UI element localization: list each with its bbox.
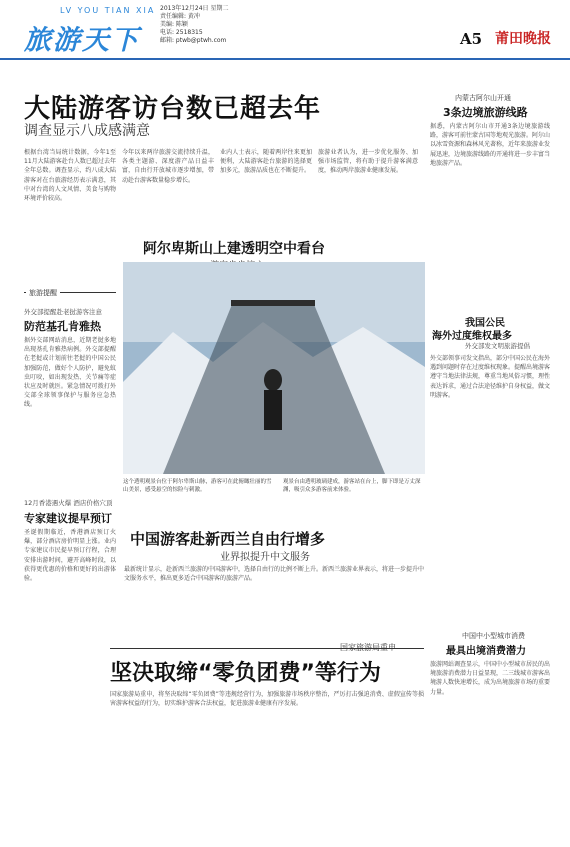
bottom-kicker: 国家旅游局重申 [340, 643, 396, 652]
right-story3-headline: 最具出境消费潜力 [446, 646, 526, 657]
caption-right: 观景台由透明玻璃建成，游客站在台上，脚下即是万丈深渊，吸引众多游客前来体验。 [283, 479, 421, 493]
caption-left: 这个透明观景台位于阿尔卑斯山脉，游客可在此俯瞰壮丽的雪山美景，感受悬空的惊险与刺激。 [123, 479, 272, 493]
story1-headline: 防范基孔肯雅热 [24, 320, 101, 333]
editor: 责任编辑: 黄冲 [160, 13, 200, 20]
story2-headline: 专家建议提早预订 [24, 512, 112, 525]
main-subheadline: 调查显示八成感满意 [24, 123, 150, 139]
right-story2-headline1: 我国公民 [465, 318, 505, 329]
middle-subheadline: 业界拟提升中文服务 [220, 552, 310, 563]
story2-body: 圣诞假期临近，香港酒店预订火爆，部分酒店房价明显上涨。业内专家建议市民提早预订行程，合理安排出游时间，避开高峰时段，以获得更优惠的价格和更好的出游体验。 [24, 529, 116, 583]
phone: 电话: 2518315 [160, 29, 203, 36]
page-number: A5 [460, 30, 483, 48]
middle-headline: 中国游客赴新西兰自由行增多 [130, 530, 326, 548]
right-story3-kicker: 中国中小型城市消费 [462, 632, 525, 640]
page-meta [160, 5, 228, 45]
main-col-3: 业内人士表示，随着两岸往来更加便利，大陆游客赴台旅游的选择更加多元，旅游品质也在不断提升。 [220, 149, 312, 175]
story1-kicker: 外交部提醒赴老挝游客注意 [24, 308, 102, 316]
right-story1-kicker: 内蒙古阿尔山开通 [455, 94, 511, 102]
paper-name: 莆田晚报 [495, 31, 551, 47]
feature-photo [123, 262, 425, 474]
section-logo: 旅游天下 [24, 25, 140, 56]
feature-headline: 阿尔卑斯山上建透明空中看台 [143, 241, 325, 257]
right-story3-body: 旅游网站调查显示，中国中小型城市居民的出境旅游消费潜力日益显现，二三线城市游客出境游人数快速增长，成为出境旅游市场的重要力量。 [430, 661, 550, 696]
designer: 美编: 陈颖 [160, 21, 188, 28]
story1-body: 据外交部网站消息，近期老挝多地出现基孔肯雅热病例。外交部提醒在老挝或计划前往老挝的中国公民加强防范，做好个人防护，避免蚊虫叮咬，如出现发热、关节痛等症状应及时就医。紧急情况可拨打外交部全球领事保护与服务应急热线。 [24, 337, 116, 409]
email: 邮箱: ptwb@ptwh.com [160, 37, 227, 44]
bottom-body: 国家旅游局重申，将坚决取缔“零负团费”等违规经营行为，加强旅游市场秩序整治，严厉打击强迫消费、虚假宣传等损害游客权益的行为，切实维护游客合法权益，促进旅游业健康有序发展。 [110, 691, 424, 708]
main-headline: 大陆游客访台数已超去年 [24, 94, 322, 124]
right-story2-body: 外交部领事司发文指出，部分中国公民在海外遇到问题时存在过度维权现象。提醒出境游客遵守当地法律法规，尊重当地风俗习惯，理性表达诉求，通过合法途径维护自身权益，做文明游客。 [430, 355, 550, 399]
right-story2-kicker: 外交部发文明旅游提倡 [465, 342, 530, 350]
right-story1-body: 据悉，内蒙古阿尔山市开通3条边境旅游线路，游客可前往蒙古国等地观光旅游。阿尔山以冰雪资源和森林风光著称，近年来旅游业发展迅速，边境旅游线路的开通将进一步丰富当地旅游产品。 [430, 123, 550, 167]
left-kicker: 旅游提醒 [26, 288, 60, 298]
page-header [0, 0, 570, 60]
bottom-headline: 坚决取缔“零负团费”等行为 [110, 661, 381, 686]
main-col-2: 今年以来两岸旅游交流持续升温，各类主题游、深度游产品日益丰富，自由行开放城市逐步增加，带动赴台游客数量稳步增长。 [122, 149, 214, 184]
date-line: 2013年12月24日 星期二 [160, 5, 229, 12]
middle-body: 最新统计显示，赴新西兰旅游的中国游客中，选择自由行的比例不断上升。新西兰旅游业界表示，将进一步提升中文服务水平，推出更多适合中国游客的旅游产品。 [124, 566, 424, 583]
main-col-1: 根据台湾当局统计数据，今年1至11月大陆游客赴台人数已超过去年全年总数。调查显示，约八成大陆游客对在台旅游经历表示满意，其中对台湾的人文风情、美食与购物环境评价较高。 [24, 149, 116, 203]
right-story1-headline: 3条边境旅游线路 [443, 106, 528, 119]
section-logo-en: LV YOU TIAN XIA [60, 6, 156, 15]
main-col-4: 旅游业者认为，进一步优化服务、加强市场监管，将有助于提升游客满意度，推动两岸旅游业健康发展。 [318, 149, 418, 175]
story2-kicker: 12月香港遇火爆 酒店价格穴顶 [24, 499, 113, 507]
right-story2-headline2: 海外过度维权最多 [432, 331, 512, 342]
